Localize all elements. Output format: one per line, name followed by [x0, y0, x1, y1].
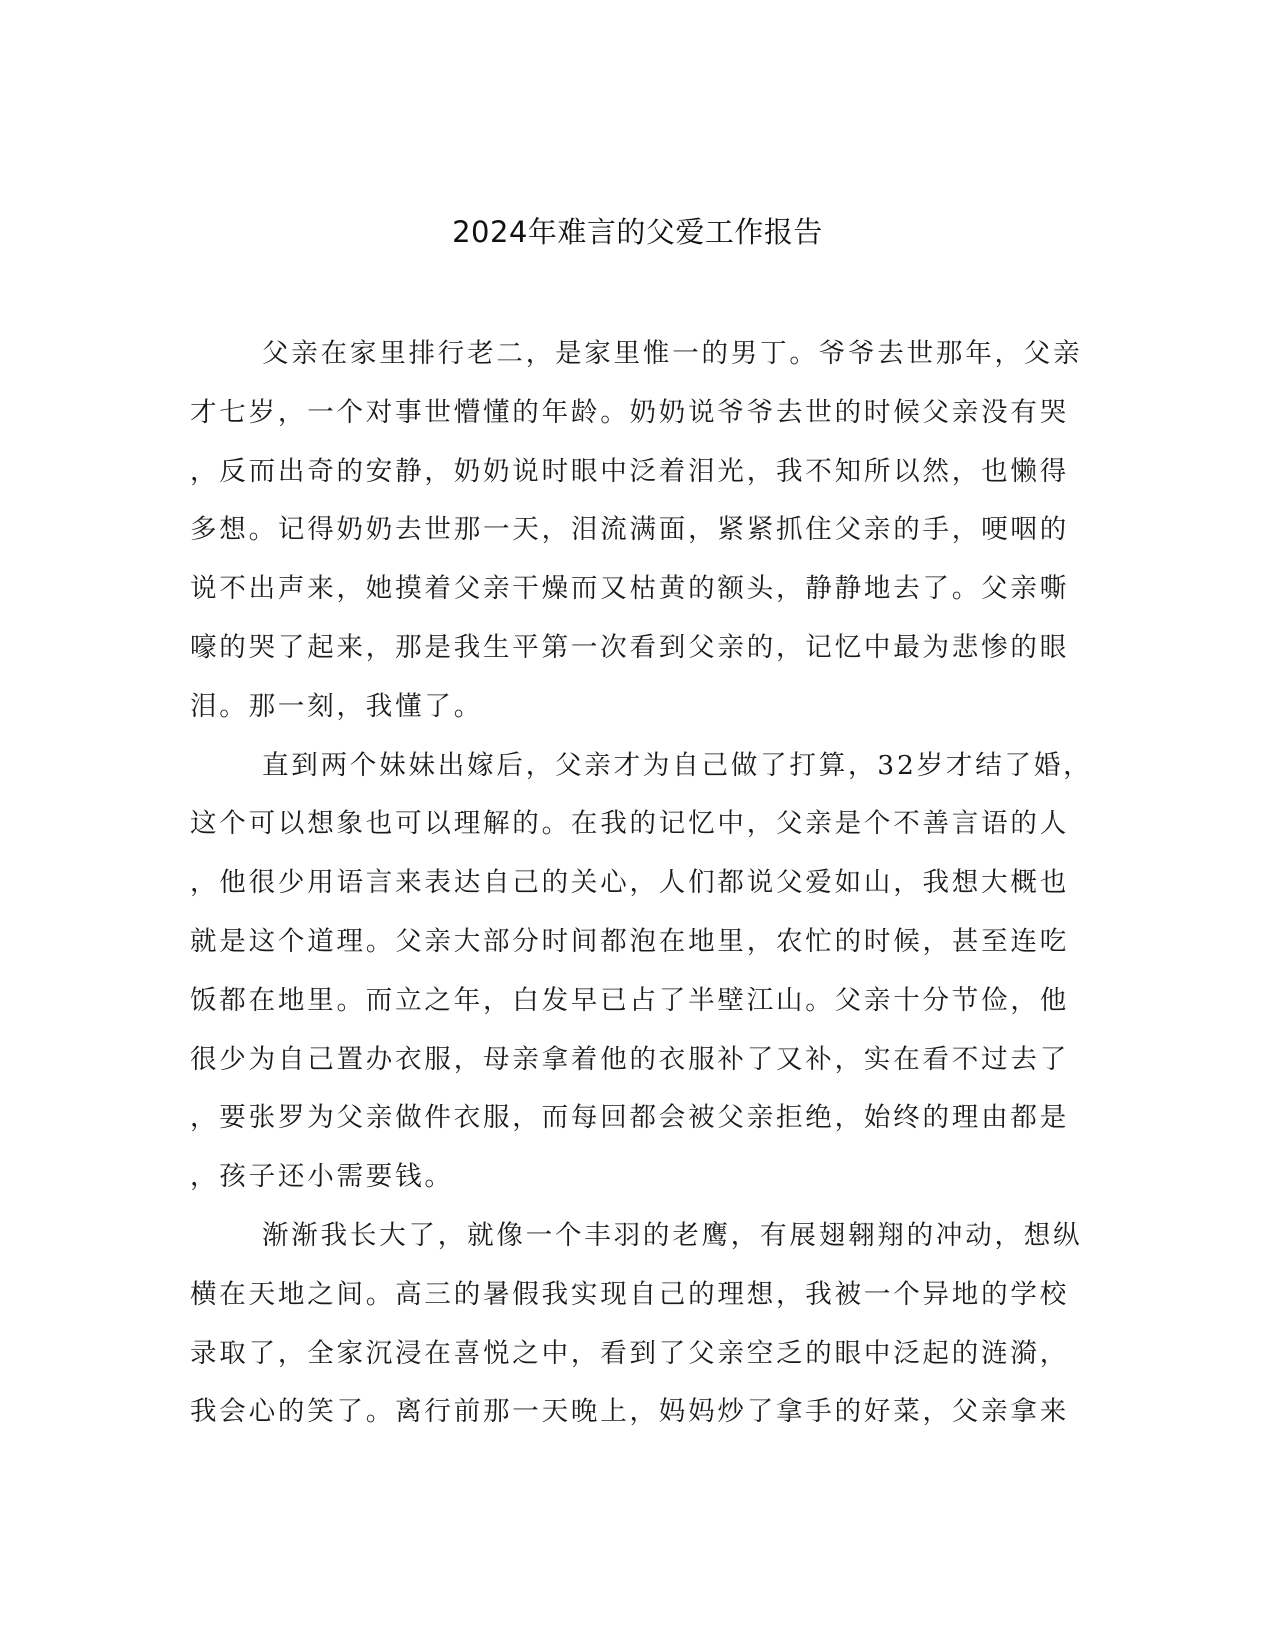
text-line: ，他很少用语言来表达自己的关心，人们都说父爱如山，我想大概也 [190, 867, 1069, 899]
text-line: 渐渐我长大了，就像一个丰羽的老鹰，有展翅翱翔的冲动，想纵 [262, 1220, 1083, 1251]
text-line: 多想。记得奶奶去世那一天，泪流满面，紧紧抓住父亲的手，哽咽的 [190, 514, 1069, 546]
text-line: 说不出声来，她摸着父亲干燥而又枯黄的额头，静静地去了。父亲嘶 [190, 573, 1069, 605]
text-line: 泪。那一刻，我懂了。 [190, 690, 483, 722]
text-line: 才七岁，一个对事世懵懂的年龄。奶奶说爷爷去世的时候父亲没有哭 [190, 396, 1069, 428]
document-title: 2024年难言的父爱工作报告 [452, 215, 823, 249]
text-line: 录取了，全家沉浸在喜悦之中，看到了父亲空乏的眼中泛起的涟漪， [190, 1337, 1069, 1369]
text-line: 就是这个道理。父亲大部分时间都泡在地里，农忙的时候，甚至连吃 [190, 926, 1069, 957]
text-line: 饭都在地里。而立之年，白发早已占了半壁江山。父亲十分节俭，他 [190, 984, 1069, 1016]
text-line: 很少为自己置办衣服，母亲拿着他的衣服补了又补，实在看不过去了 [190, 1043, 1069, 1075]
text-line: 直到两个妹妹出嫁后，父亲才为自己做了打算，32岁才结了婚， [262, 749, 1093, 781]
text-line: 这个可以想象也可以理解的。在我的记忆中，父亲是个不善言语的人 [190, 808, 1069, 840]
text-line: ，孩子还小需要钱。 [190, 1161, 454, 1193]
text-line: 父亲在家里排行老二，是家里惟一的男丁。爷爷去世那年，父亲 [262, 338, 1083, 369]
text-line: 横在天地之间。高三的暑假我实现自己的理想，我被一个异地的学校 [190, 1278, 1069, 1310]
text-line: 嚎的哭了起来，那是我生平第一次看到父亲的，记忆中最为悲惨的眼 [190, 632, 1069, 663]
text-line: 我会心的笑了。离行前那一天晚上，妈妈炒了拿手的好菜，父亲拿来 [190, 1396, 1069, 1428]
text-line: ，要张罗为父亲做件衣服，而每回都会被父亲拒绝，始终的理由都是 [190, 1102, 1069, 1134]
text-line: ，反而出奇的安静，奶奶说时眼中泛着泪光，我不知所以然，也懒得 [190, 455, 1069, 487]
